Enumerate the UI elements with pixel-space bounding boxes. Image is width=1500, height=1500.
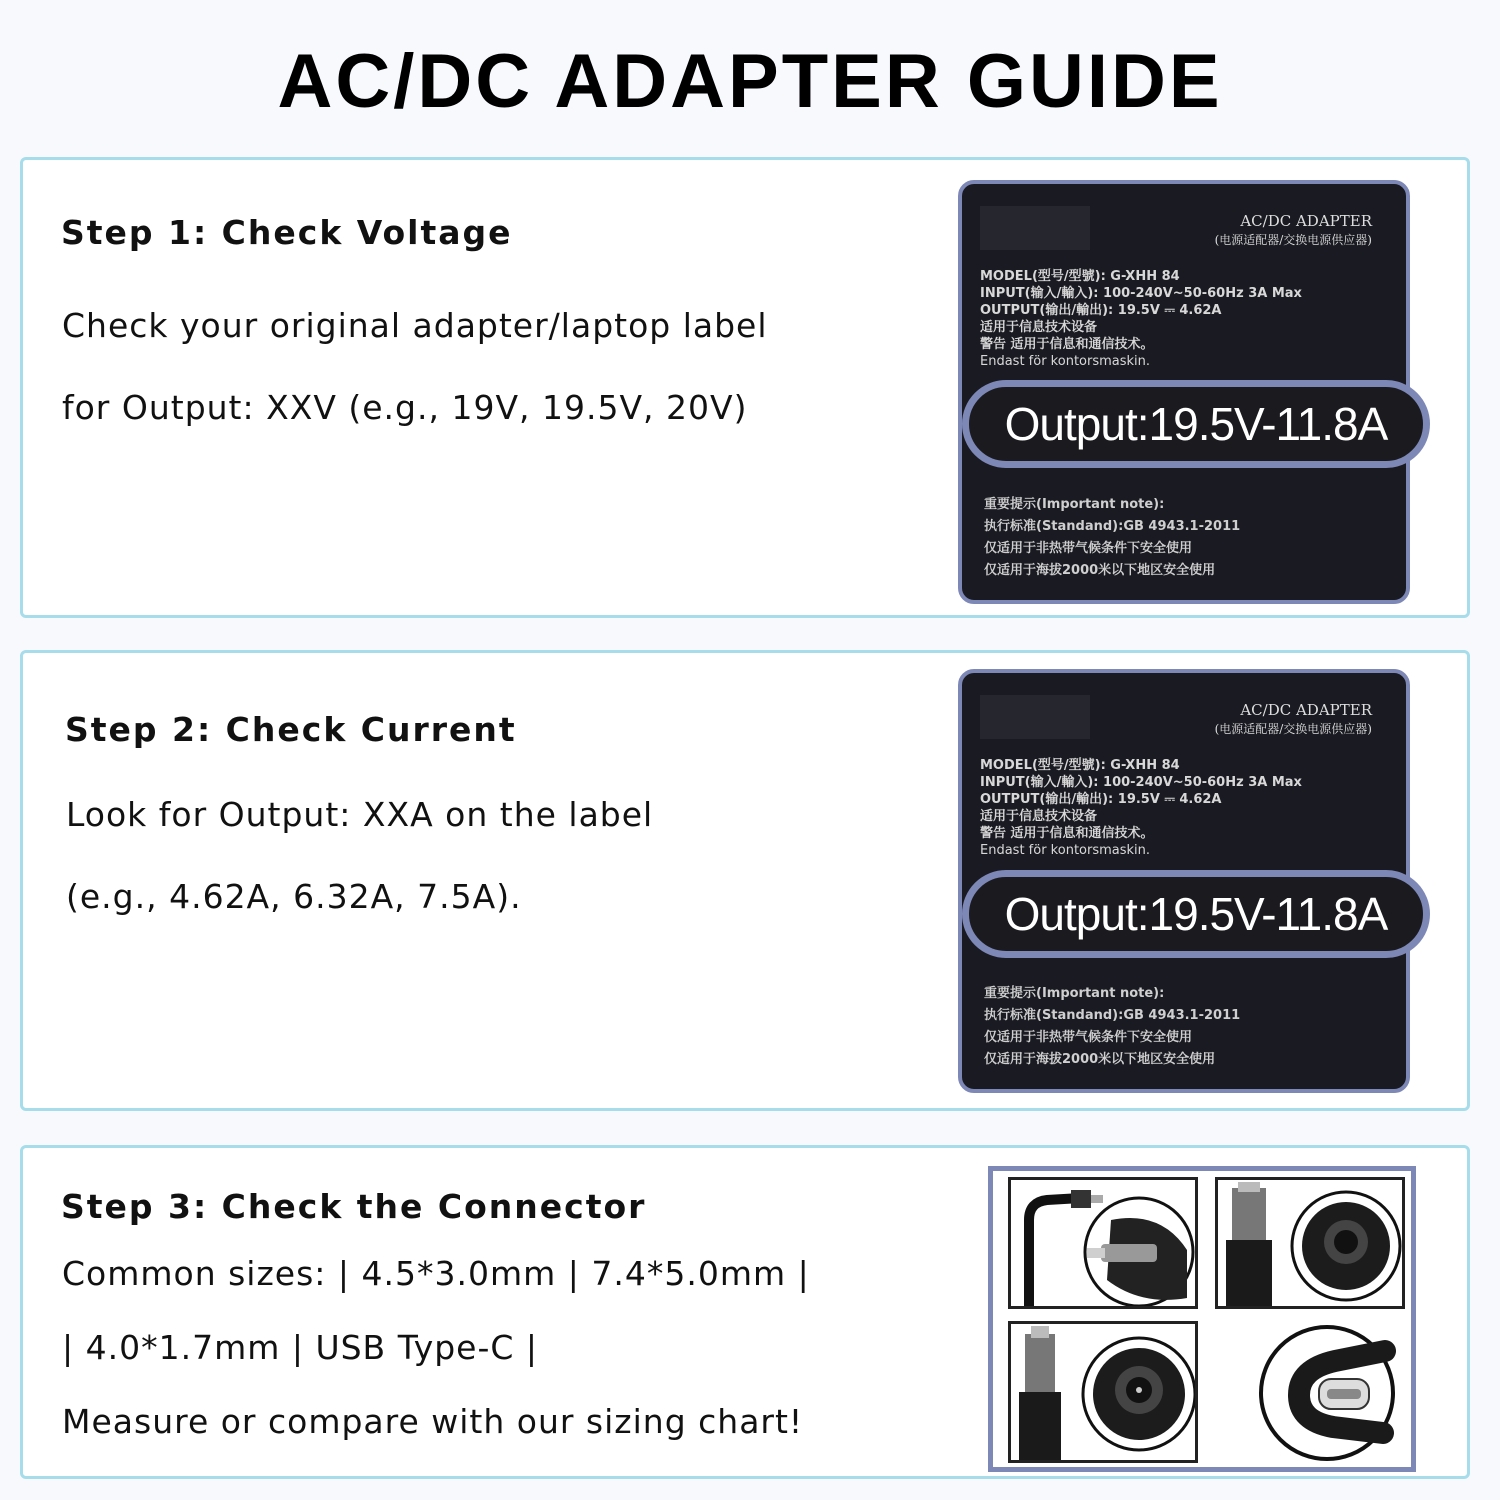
- step-2-line-1: Look for Output: XXA on the label: [66, 795, 654, 834]
- connector-grid: [988, 1166, 1416, 1472]
- step-1-heading: Step 1: Check Voltage: [61, 213, 513, 252]
- step-2-line-2: (e.g., 4.62A, 6.32A, 7.5A).: [66, 877, 522, 916]
- barrel-connector-angled-icon: [1008, 1177, 1198, 1309]
- step-3-line-1: Common sizes: | 4.5*3.0mm | 7.4*5.0mm |: [62, 1254, 810, 1293]
- usb-type-c-connector-icon: [1215, 1321, 1405, 1463]
- output-callout-2: Output:19.5V-11.8A: [962, 870, 1430, 958]
- step-1-line-2: for Output: XXV (e.g., 19V, 19.5V, 20V): [62, 388, 748, 427]
- page-title: AC/DC ADAPTER GUIDE: [277, 39, 1223, 124]
- barrel-connector-pin-icon: [1008, 1321, 1198, 1463]
- step-1-line-1: Check your original adapter/laptop label: [62, 306, 768, 345]
- step-3-line-3: Measure or compare with our sizing chart!: [62, 1402, 804, 1441]
- adapter-label-image-1: AC/DC ADAPTER (电源适配器/交换电源供应器) MODEL(型号/型號): G-XHH 84 INPUT(输入/輸入): 100-240V~50-60Hz 3A Max OUTPUT(输出/輸出): 19.5V ⎓ 4.62A 适用于信息技术设备 警告 适用于信息和通信技术。 Endast för kontorsmaskin. 重要提示(Important note): 执行标准(Standand):GB 4943.1-2011 仅适用于非热带气候条件下安全使用 仅适用于海拔2000米以下地区安全使用: [958, 180, 1410, 604]
- step-3-heading: Step 3: Check the Connector: [61, 1187, 647, 1226]
- step-3-line-2: | 4.0*1.7mm | USB Type-C |: [62, 1328, 539, 1367]
- step-2-heading: Step 2: Check Current: [65, 710, 517, 749]
- barrel-connector-large-icon: [1215, 1177, 1405, 1309]
- adapter-label-image-2: AC/DC ADAPTER (电源适配器/交换电源供应器) MODEL(型号/型號): G-XHH 84 INPUT(输入/輸入): 100-240V~50-60Hz 3A Max OUTPUT(输出/輸出): 19.5V ⎓ 4.62A 适用于信息技术设备 警告 适用于信息和通信技术。 Endast för kontorsmaskin. 重要提示(Important note): 执行标准(Standand):GB 4943.1-2011 仅适用于非热带气候条件下安全使用 仅适用于海拔2000米以下地区安全使用: [958, 669, 1410, 1093]
- output-callout-1: Output:19.5V-11.8A: [962, 380, 1430, 468]
